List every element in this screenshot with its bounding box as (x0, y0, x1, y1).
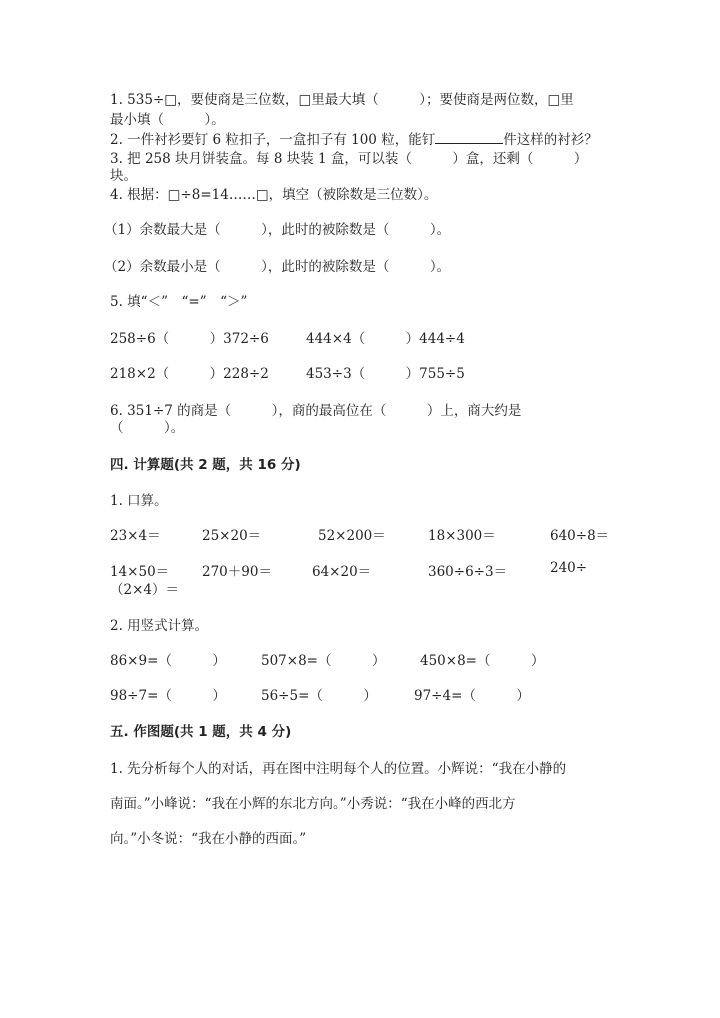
q3-line1: 3. 把 258 块月饼装盒。每 8 块装 1 盒，可以装（ ）盒，还剩（ ） (110, 151, 588, 167)
section4-q2-title: 2. 用竖式计算。 (110, 618, 209, 634)
oral-calc-item: 360÷6÷3＝ (428, 564, 508, 580)
section4-heading: 四. 计算题(共 2 题，共 16 分) (110, 457, 301, 473)
oral-calc-item: 18×300＝ (428, 528, 496, 544)
q2 (110, 128, 598, 148)
q4-sub1: （1）余数最大是（ ），此时的被除数是（ ）。 (104, 222, 451, 238)
vertical-calc-item: 450×8=（ ） (420, 653, 545, 669)
oral-calc-item: 25×20＝ (202, 528, 262, 544)
q4: 4. 根据：□÷8=14……□，填空（被除数是三位数）。 (110, 187, 438, 203)
q5-item: 258÷6（ ）372÷6 (110, 331, 269, 347)
q5-item: 218×2（ ）228÷2 (110, 366, 269, 382)
q2-text-before: 2. 一件衬衫要钉 6 粒扣子，一盒扣子有 100 粒，能钉 (110, 132, 436, 148)
q5-item: 444×4（ ）444÷4 (306, 331, 465, 347)
oral-calc-item: 14×50＝ (110, 564, 170, 580)
section4-q1-title: 1. 口算。 (110, 493, 168, 509)
vertical-calc-item: 86×9=（ ） (110, 653, 226, 669)
q3-line2: 块。 (110, 168, 137, 184)
q6-line1: 6. 351÷7 的商是（ ），商的最高位在（ ）上，商大约是 (110, 403, 522, 419)
oral-calc-item: 240÷ (550, 560, 588, 576)
oral-calc-item: 64×20＝ (312, 564, 372, 580)
section5-heading: 五. 作图题(共 1 题，共 4 分) (110, 724, 292, 740)
q1-line1: 1. 535÷□，要使商是三位数，□里最大填（ ）；要使商是两位数，□里 (110, 92, 574, 108)
q2-answer-blank[interactable] (435, 131, 503, 144)
q4-sub2: （2）余数最小是（ ），此时的被除数是（ ）。 (104, 259, 451, 275)
oral-calc-item: 23×4＝ (110, 528, 161, 544)
section5-q1-line3: 向。”小冬说：“我在小静的西面。” (110, 831, 307, 847)
oral-calc-wrap: （2×4）＝ (110, 582, 179, 598)
oral-calc-item: 270＋90＝ (202, 564, 272, 580)
vertical-calc-item: 98÷7=（ ） (110, 688, 226, 704)
oral-calc-item: 640÷8＝ (550, 528, 610, 544)
section5-q1-line2: 南面。”小峰说：“我在小辉的东北方向。”小秀说：“我在小峰的西北方 (110, 796, 516, 812)
q1-line2: 最小填（ ）。 (110, 112, 225, 128)
section5-q1-line1: 1. 先分析每个人的对话，再在图中注明每个人的位置。小辉说：“我在小静的 (110, 761, 567, 777)
q2-text-after: 件这样的衬衫？ (503, 132, 598, 148)
vertical-calc-item: 97÷4=（ ） (414, 688, 530, 704)
q5: 5. 填“＜” “=” “＞” (110, 294, 248, 310)
oral-calc-item: 52×200＝ (318, 528, 386, 544)
vertical-calc-item: 507×8=（ ） (261, 653, 386, 669)
q6-line2: （ ）。 (110, 420, 185, 436)
q5-item: 453÷3（ ）755÷5 (306, 366, 465, 382)
vertical-calc-item: 56÷5=（ ） (261, 688, 377, 704)
